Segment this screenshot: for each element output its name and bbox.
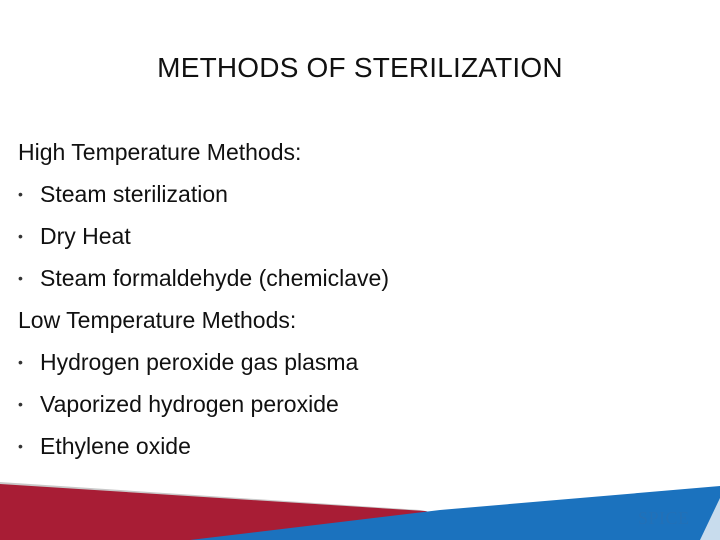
section-heading-low-temperature: Low Temperature Methods:: [18, 307, 297, 333]
logo: SPICE: [638, 508, 690, 528]
slide-body: [18, 131, 678, 467]
bullet-icon: •: [18, 396, 23, 412]
list-item-label: Hydrogen peroxide gas plasma: [40, 349, 359, 375]
list-item: [18, 173, 678, 215]
footer-decoration: [0, 470, 720, 540]
list-item: [18, 341, 678, 383]
bullet-icon: •: [18, 270, 23, 286]
list-item-label: Vaporized hydrogen peroxide: [40, 391, 339, 417]
bullet-icon: •: [18, 354, 23, 370]
list-item: [18, 257, 678, 299]
list-item-label: Steam sterilization: [40, 181, 228, 207]
list-item: [18, 215, 678, 257]
slide-title: METHODS OF STERILIZATION: [157, 52, 563, 83]
bullet-icon: •: [18, 186, 23, 202]
list-item-label: Steam formaldehyde (chemiclave): [40, 265, 389, 291]
list-item-label: Dry Heat: [40, 223, 131, 249]
section-heading-high-temperature: High Temperature Methods:: [18, 139, 302, 165]
bullet-icon: •: [18, 438, 23, 454]
bullet-icon: •: [18, 228, 23, 244]
list-item-label: Ethylene oxide: [40, 433, 191, 459]
list-item: [18, 383, 678, 425]
list-item: [18, 425, 678, 467]
